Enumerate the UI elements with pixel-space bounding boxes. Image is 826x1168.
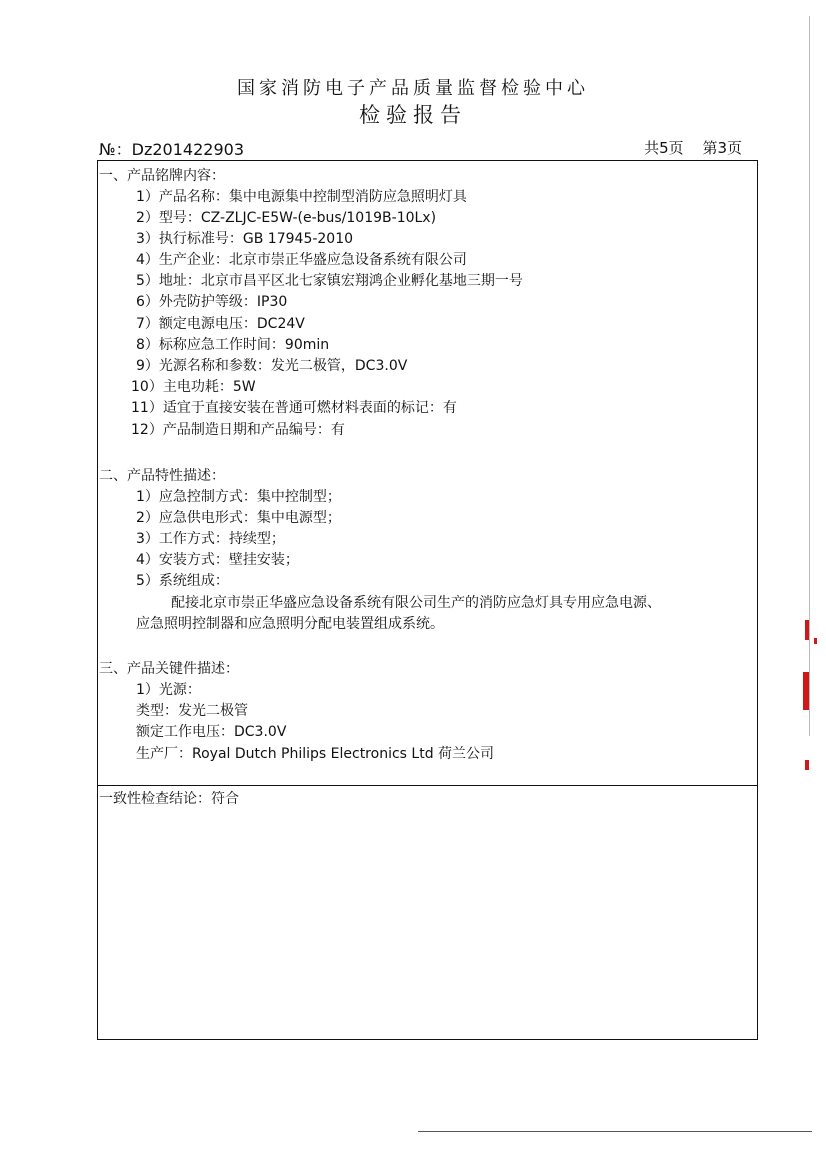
conclusion-divider: [97, 785, 758, 786]
section2-item: 2）应急供电形式：集中电源型；: [136, 510, 341, 526]
section2-heading: 二、产品特性描述：: [99, 468, 225, 484]
stamp-edge-mark: [803, 672, 809, 710]
report-number-label: №：: [99, 140, 132, 159]
section2-item: 5）系统组成：: [136, 573, 229, 589]
scan-edge-line: [809, 16, 810, 736]
light-source-heading: 1）光源：: [136, 682, 201, 698]
section1-item: 10）主电功耗：5W: [131, 379, 256, 395]
system-composition-line2: 应急照明控制器和应急照明分配电装置组成系统。: [136, 616, 444, 632]
section1-item: 1）产品名称：集中电源集中控制型消防应急照明灯具: [136, 189, 467, 205]
report-title: 检验报告: [359, 103, 467, 127]
section1-item: 12）产品制造日期和产品编号：有: [131, 422, 345, 438]
current-page: 第3页: [702, 139, 742, 157]
section1-item: 7）额定电源电压：DC24V: [136, 316, 305, 332]
section1-item: 3）执行标准号：GB 17945-2010: [136, 231, 354, 247]
stamp-edge-mark: [814, 638, 817, 644]
total-pages: 共5页: [644, 139, 684, 157]
section1-item: 2）型号：CZ-ZLJC-E5W-(e-bus/1019B-10Lx): [136, 210, 437, 226]
system-composition-line1: 配接北京市崇正华盛应急设备系统有限公司生产的消防应急灯具专用应急电源、: [171, 595, 661, 611]
conformity-conclusion: 一致性检查结论：符合: [99, 791, 239, 807]
organization-name: 国家消防电子产品质量监督检验中心: [237, 78, 589, 99]
section1-heading: 一、产品铭牌内容：: [99, 168, 225, 184]
section2-item: 1）应急控制方式：集中控制型；: [136, 489, 341, 505]
report-number: [99, 137, 244, 160]
section1-item: 4）生产企业：北京市崇正华盛应急设备系统有限公司: [136, 252, 467, 268]
light-source-voltage: 额定工作电压：DC3.0V: [136, 724, 287, 740]
report-number-value: Dz201422903: [131, 140, 244, 159]
stamp-edge-mark: [805, 760, 809, 770]
section1-item: 9）光源名称和参数：发光二极管，DC3.0V: [136, 358, 408, 374]
section1-item: 8）标称应急工作时间：90min: [136, 337, 330, 353]
section1-item: 5）地址：北京市昌平区北七家镇宏翔鸿企业孵化基地三期一号: [136, 273, 523, 289]
section1-item: 6）外壳防护等级：IP30: [136, 294, 288, 310]
page-indicator: [642, 137, 742, 158]
scan-bottom-line: [418, 1131, 812, 1132]
section2-item: 3）工作方式：持续型；: [136, 531, 285, 547]
light-source-manufacturer: 生产厂：Royal Dutch Philips Electronics Ltd 荷兰公司: [136, 746, 495, 762]
section1-item: 11）适宜于直接安装在普通可燃材料表面的标记：有: [131, 400, 457, 416]
stamp-edge-mark: [805, 620, 809, 640]
section3-heading: 三、产品关键件描述：: [99, 661, 239, 677]
light-source-type: 类型：发光二极管: [136, 703, 248, 719]
section2-item: 4）安装方式：壁挂安装；: [136, 552, 299, 568]
